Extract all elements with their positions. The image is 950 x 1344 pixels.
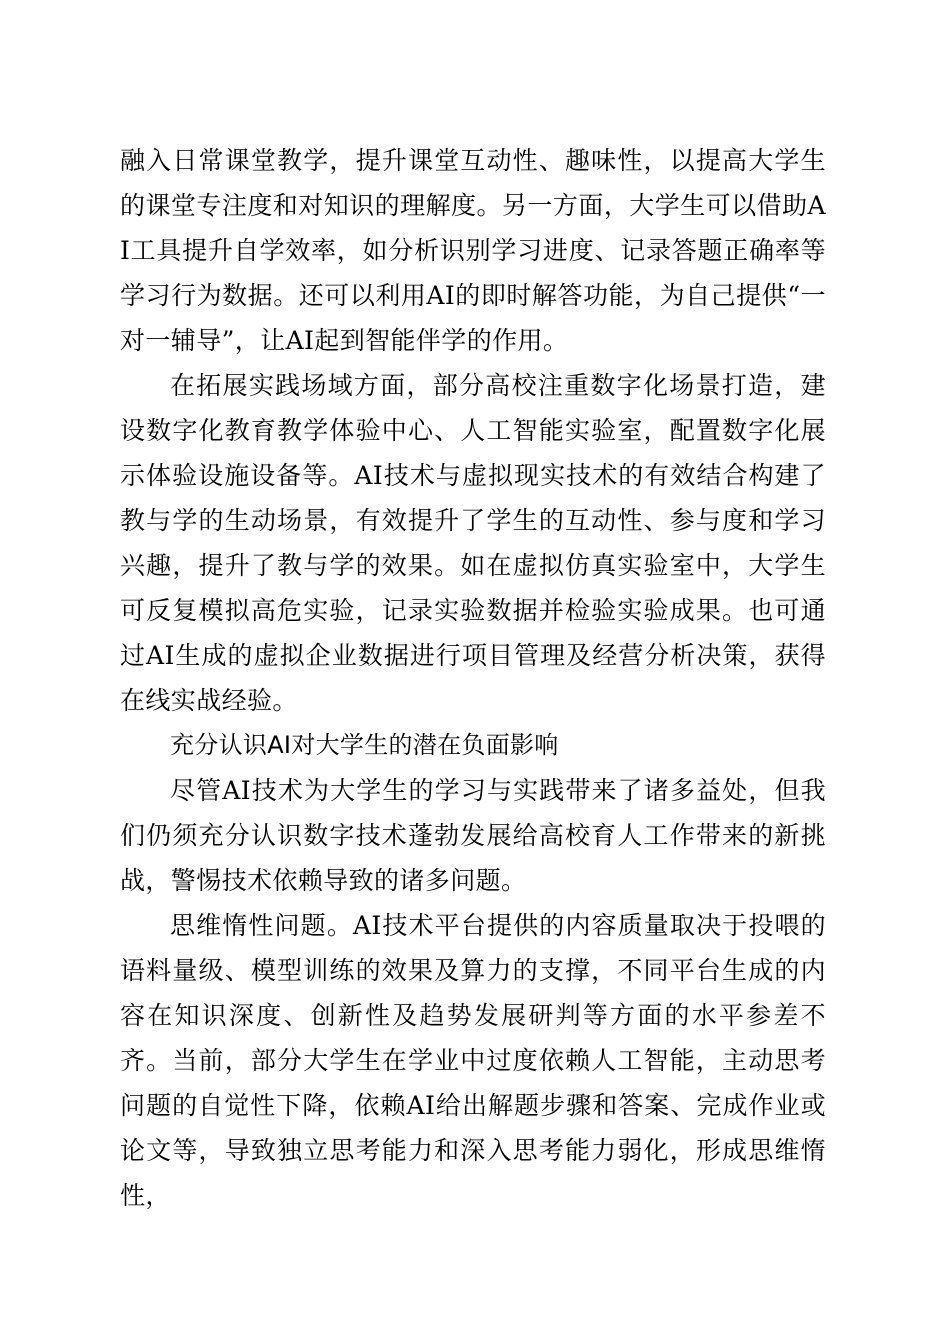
document-body [120, 138, 826, 1218]
paragraph-thinking-inertia: 思维惰性问题。AI技术平台提供的内容质量取决于投喂的语料量级、模型训练的效果及算力的支撑，不同平台生成的内容在知识深度、创新性及趋势发展研判等方面的水平参差不齐。当前，部分大学生在学业中过度依赖人工智能，主动思考问题的自觉性下降，依赖AI给出解题步骤和答案、完成作业或论文等，导致独立思考能力和深入思考能力弱化，形成思维惰性， [120, 911, 826, 1210]
section-heading: 充分认识AI对大学生的潜在负面影响 [170, 731, 559, 759]
paragraph-challenges-intro: 尽管AI技术为大学生的学习与实践带来了诸多益处，但我们仍须充分认识数字技术蓬勃发展给高校育人工作带来的新挑战，警惕技术依赖导致的诸多问题。 [120, 776, 826, 895]
paragraph-practice-field: 在拓展实践场域方面，部分高校注重数字化场景打造，建设数字化教育教学体验中心、人工智能实验室，配置数字化展示体验设施设备等。AI技术与虚拟现实技术的有效结合构建了教与学的生动场景，有效提升了学生的互动性、参与度和学习兴趣，提升了教与学的效果。如在虚拟仿真实验室中，大学生可反复模拟高危实验，记录实验数据并检验实验成果。也可通过AI生成的虚拟企业数据进行项目管理及经营分析决策，获得在线实战经验。 [120, 371, 826, 715]
paragraph-continued: 融入日常课堂教学，提升课堂互动性、趣味性，以提高大学生的课堂专注度和对知识的理解度。另一方面，大学生可以借助AI工具提升自学效率，如分析识别学习进度、记录答题正确率等学习行为数据。还可以利用AI的即时解答功能，为自己提供“一对一辅导”，让AI起到智能伴学的作用。 [120, 146, 826, 355]
